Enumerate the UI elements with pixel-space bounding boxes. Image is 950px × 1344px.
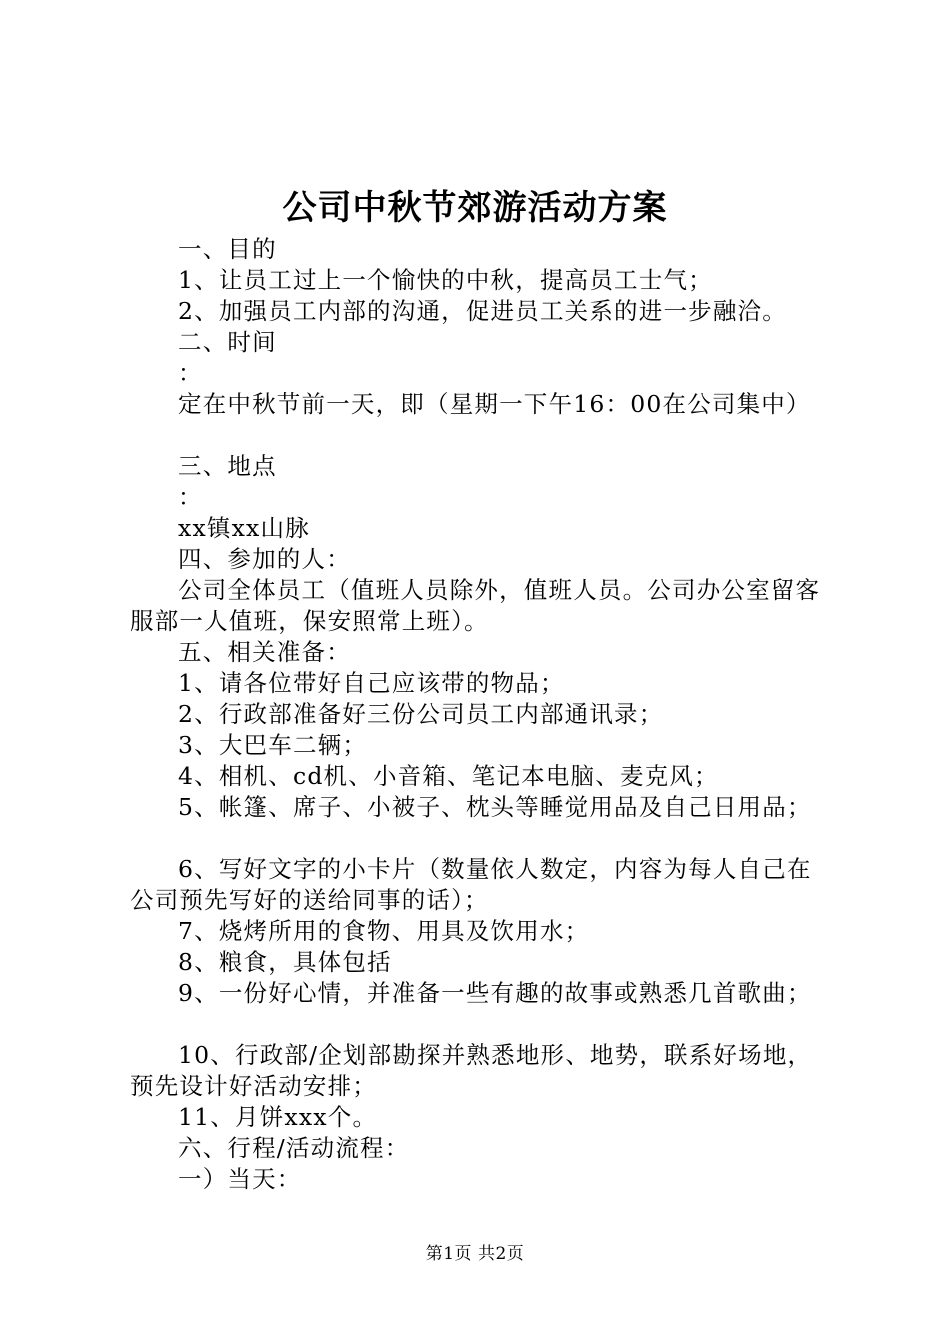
list-item: 7、烧烤所用的食物、用具及饮用水；	[178, 917, 590, 945]
list-item: 6、写好文字的小卡片（数量依人数定，内容为每人自己在公司预先写好的送给同事的话）；	[130, 855, 812, 914]
blank-line	[130, 420, 834, 451]
paragraph-line: 1、让员工过上一个愉快的中秋，提高员工士气；	[178, 266, 713, 294]
list-item: 4、相机、cd机、小音箱、笔记本电脑、麦克风；	[178, 762, 719, 790]
colon-line: ：	[178, 483, 203, 511]
subsection-heading: 一）当天：	[178, 1165, 302, 1193]
paragraph-line: xx镇xx山脉	[178, 514, 310, 542]
section-heading-participants: 四、参加的人：	[178, 545, 351, 573]
page-footer: 第1页 共2页	[425, 1244, 525, 1264]
paragraph-line: 2、加强员工内部的沟通，促进员工关系的进一步融洽。	[178, 297, 787, 325]
section-heading-time: 二、时间	[178, 328, 277, 356]
paragraph-participants: 公司全体员工（值班人员除外，值班人员。公司办公室留客服部一人值班，保安照常上班）。	[130, 576, 821, 635]
colon-line: ：	[178, 359, 203, 387]
document-title: 公司中秋节郊游活动方案	[282, 188, 668, 228]
blank-line	[130, 823, 834, 854]
section-heading-location: 三、地点	[178, 452, 277, 480]
paragraph-line: 定在中秋节前一天，即（星期一下午16：00在公司集中）	[178, 390, 811, 418]
list-item: 11、月饼xxx个。	[178, 1103, 378, 1131]
list-item: 9、一份好心情，并准备一些有趣的故事或熟悉几首歌曲；	[178, 979, 812, 1007]
list-item: 10、行政部/企划部勘探并熟悉地形、地势，联系好场地，预先设计好活动安排；	[130, 1041, 813, 1100]
blank-line	[130, 1009, 834, 1040]
section-heading-schedule: 六、行程/活动流程：	[178, 1134, 410, 1162]
document-body	[130, 234, 834, 1195]
section-heading-purpose: 一、目的	[178, 235, 277, 263]
list-item: 5、帐篷、席子、小被子、枕头等睡觉用品及自己日用品；	[178, 793, 812, 821]
list-item: 1、请各位带好自己应该带的物品；	[178, 669, 565, 697]
list-item: 8、粮食，具体包括	[178, 948, 392, 976]
list-item: 2、行政部准备好三份公司员工内部通讯录；	[178, 700, 664, 728]
list-item: 3、大巴车二辆；	[178, 731, 368, 759]
section-heading-preparation: 五、相关准备：	[178, 638, 351, 666]
